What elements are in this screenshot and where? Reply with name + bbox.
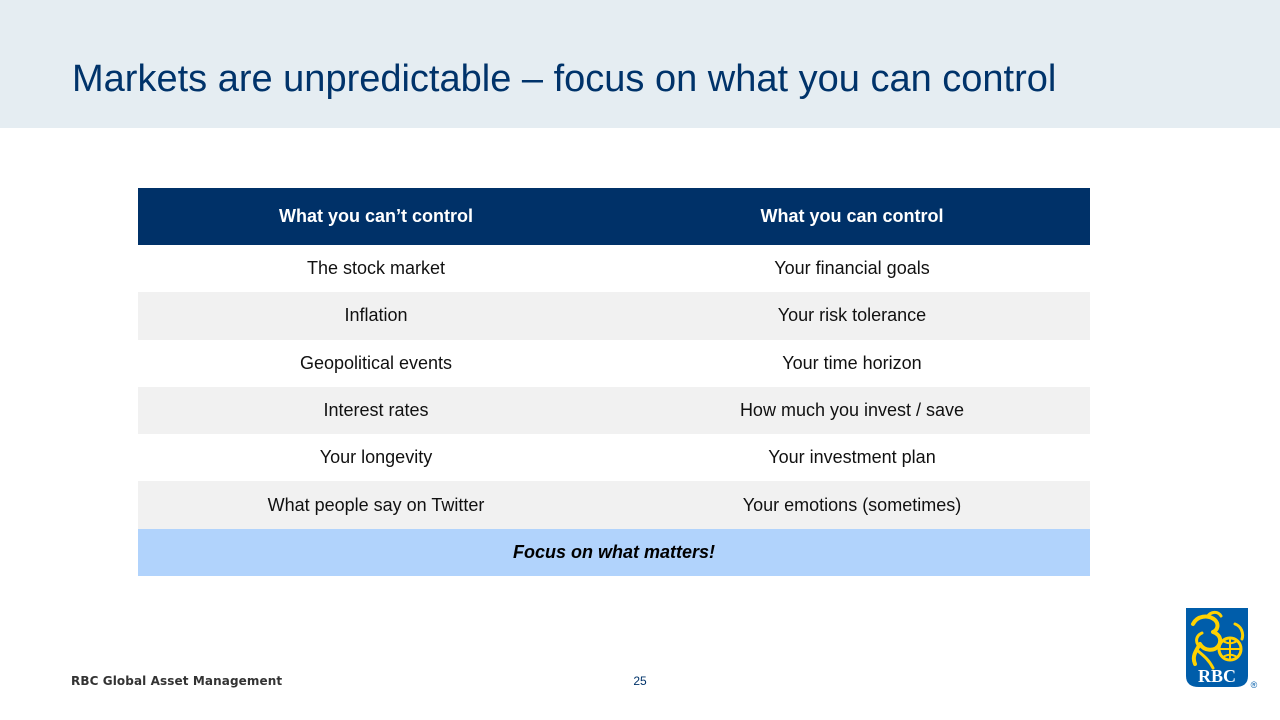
- slide-title: Markets are unpredictable – focus on what you can control: [72, 58, 1057, 100]
- table-row: [138, 245, 1090, 292]
- cant-control-cell: Interest rates: [323, 400, 429, 421]
- can-control-cell: How much you invest / save: [739, 400, 965, 421]
- cant-control-cell: The stock market: [306, 258, 446, 279]
- registered-mark: ®: [1250, 680, 1258, 690]
- brand-name: RBC Global Asset Management: [71, 674, 283, 688]
- cant-control-cell: What people say on Twitter: [267, 494, 485, 515]
- table-header: [138, 188, 1090, 245]
- table-footer-message: Focus on what matters!: [138, 529, 1090, 576]
- header-can-control: What you can control: [760, 206, 944, 226]
- table-row: [138, 292, 1090, 339]
- control-table: [138, 188, 1090, 576]
- table-row: [138, 340, 1090, 387]
- can-control-cell: Your financial goals: [774, 258, 930, 279]
- rbc-logo-text: RBC: [1197, 666, 1237, 686]
- can-control-cell: Your emotions (sometimes): [742, 494, 962, 515]
- table-row: [138, 481, 1090, 528]
- page-number: 25: [633, 674, 647, 688]
- can-control-cell: Your risk tolerance: [777, 305, 927, 326]
- cant-control-cell: Inflation: [344, 305, 408, 326]
- can-control-cell: Your time horizon: [782, 352, 922, 373]
- table-row: [138, 434, 1090, 481]
- cant-control-cell: Your longevity: [319, 447, 433, 468]
- header-cant-control: What you can’t control: [278, 206, 473, 226]
- cant-control-cell: Geopolitical events: [299, 352, 453, 373]
- rbc-logo: [1184, 606, 1262, 692]
- can-control-cell: Your investment plan: [768, 447, 936, 468]
- table-row: [138, 387, 1090, 434]
